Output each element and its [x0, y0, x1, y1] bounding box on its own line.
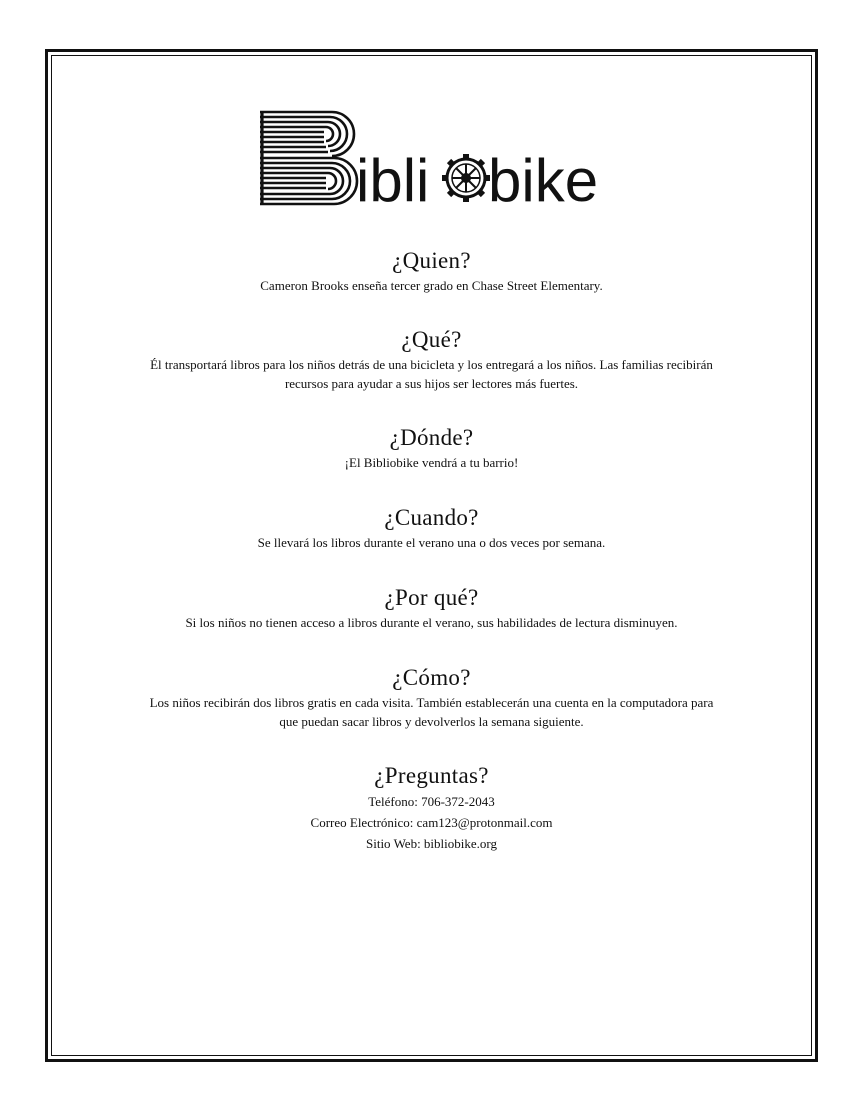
section-heading: ¿Cómo? [392, 665, 471, 690]
section-text: ¡El Bibliobike vendrá a tu barrio! [344, 455, 519, 470]
section-who [0, 246, 863, 295]
book-stack-b-icon [260, 112, 357, 204]
section-questions [0, 761, 863, 854]
section-text: Cameron Brooks enseña tercer grado en Chase Street Elementary. [260, 278, 603, 293]
logo-text-part-2: bike [488, 147, 599, 206]
section-text: Se llevará los libros durante el verano una o dos veces por semana. [257, 535, 606, 550]
section-text: Si los niños no tienen acceso a libros durante el verano, sus habilidades de lectura disminuyen. [185, 615, 678, 630]
section-how [0, 663, 863, 731]
section-heading: ¿Cuando? [384, 505, 479, 530]
section-where [0, 423, 863, 472]
section-heading: ¿Qué? [401, 327, 462, 352]
bibliobike-logo [258, 108, 606, 206]
flyer-content [0, 246, 863, 854]
section-text: Los niños recibirán dos libros gratis en cada visita. También establecerán una cuenta en la computadora para [149, 695, 714, 710]
section-why [0, 583, 863, 632]
contact-phone: Teléfono: 706-372-2043 [368, 794, 495, 809]
section-heading: ¿Quien? [392, 248, 471, 273]
logo-text-part-1: ibli [356, 147, 430, 206]
section-heading: ¿Preguntas? [374, 763, 489, 788]
section-what [0, 325, 863, 393]
bike-wheel-icon [442, 154, 490, 202]
section-text: que puedan sacar libros y devolverlos la semana siguiente. [279, 714, 584, 729]
contact-website: Sitio Web: bibliobike.org [365, 836, 497, 851]
section-heading: ¿Dónde? [389, 425, 474, 450]
section-heading: ¿Por qué? [384, 585, 479, 610]
section-text: recursos para ayudar a sus hijos ser lectores más fuertes. [284, 376, 579, 391]
section-when [0, 503, 863, 552]
contact-email: Correo Electrónico: cam123@protonmail.com [310, 815, 553, 830]
section-text: Él transportará libros para los niños detrás de una bicicleta y los entregará a los niños. Las familias recibirán [150, 357, 713, 372]
